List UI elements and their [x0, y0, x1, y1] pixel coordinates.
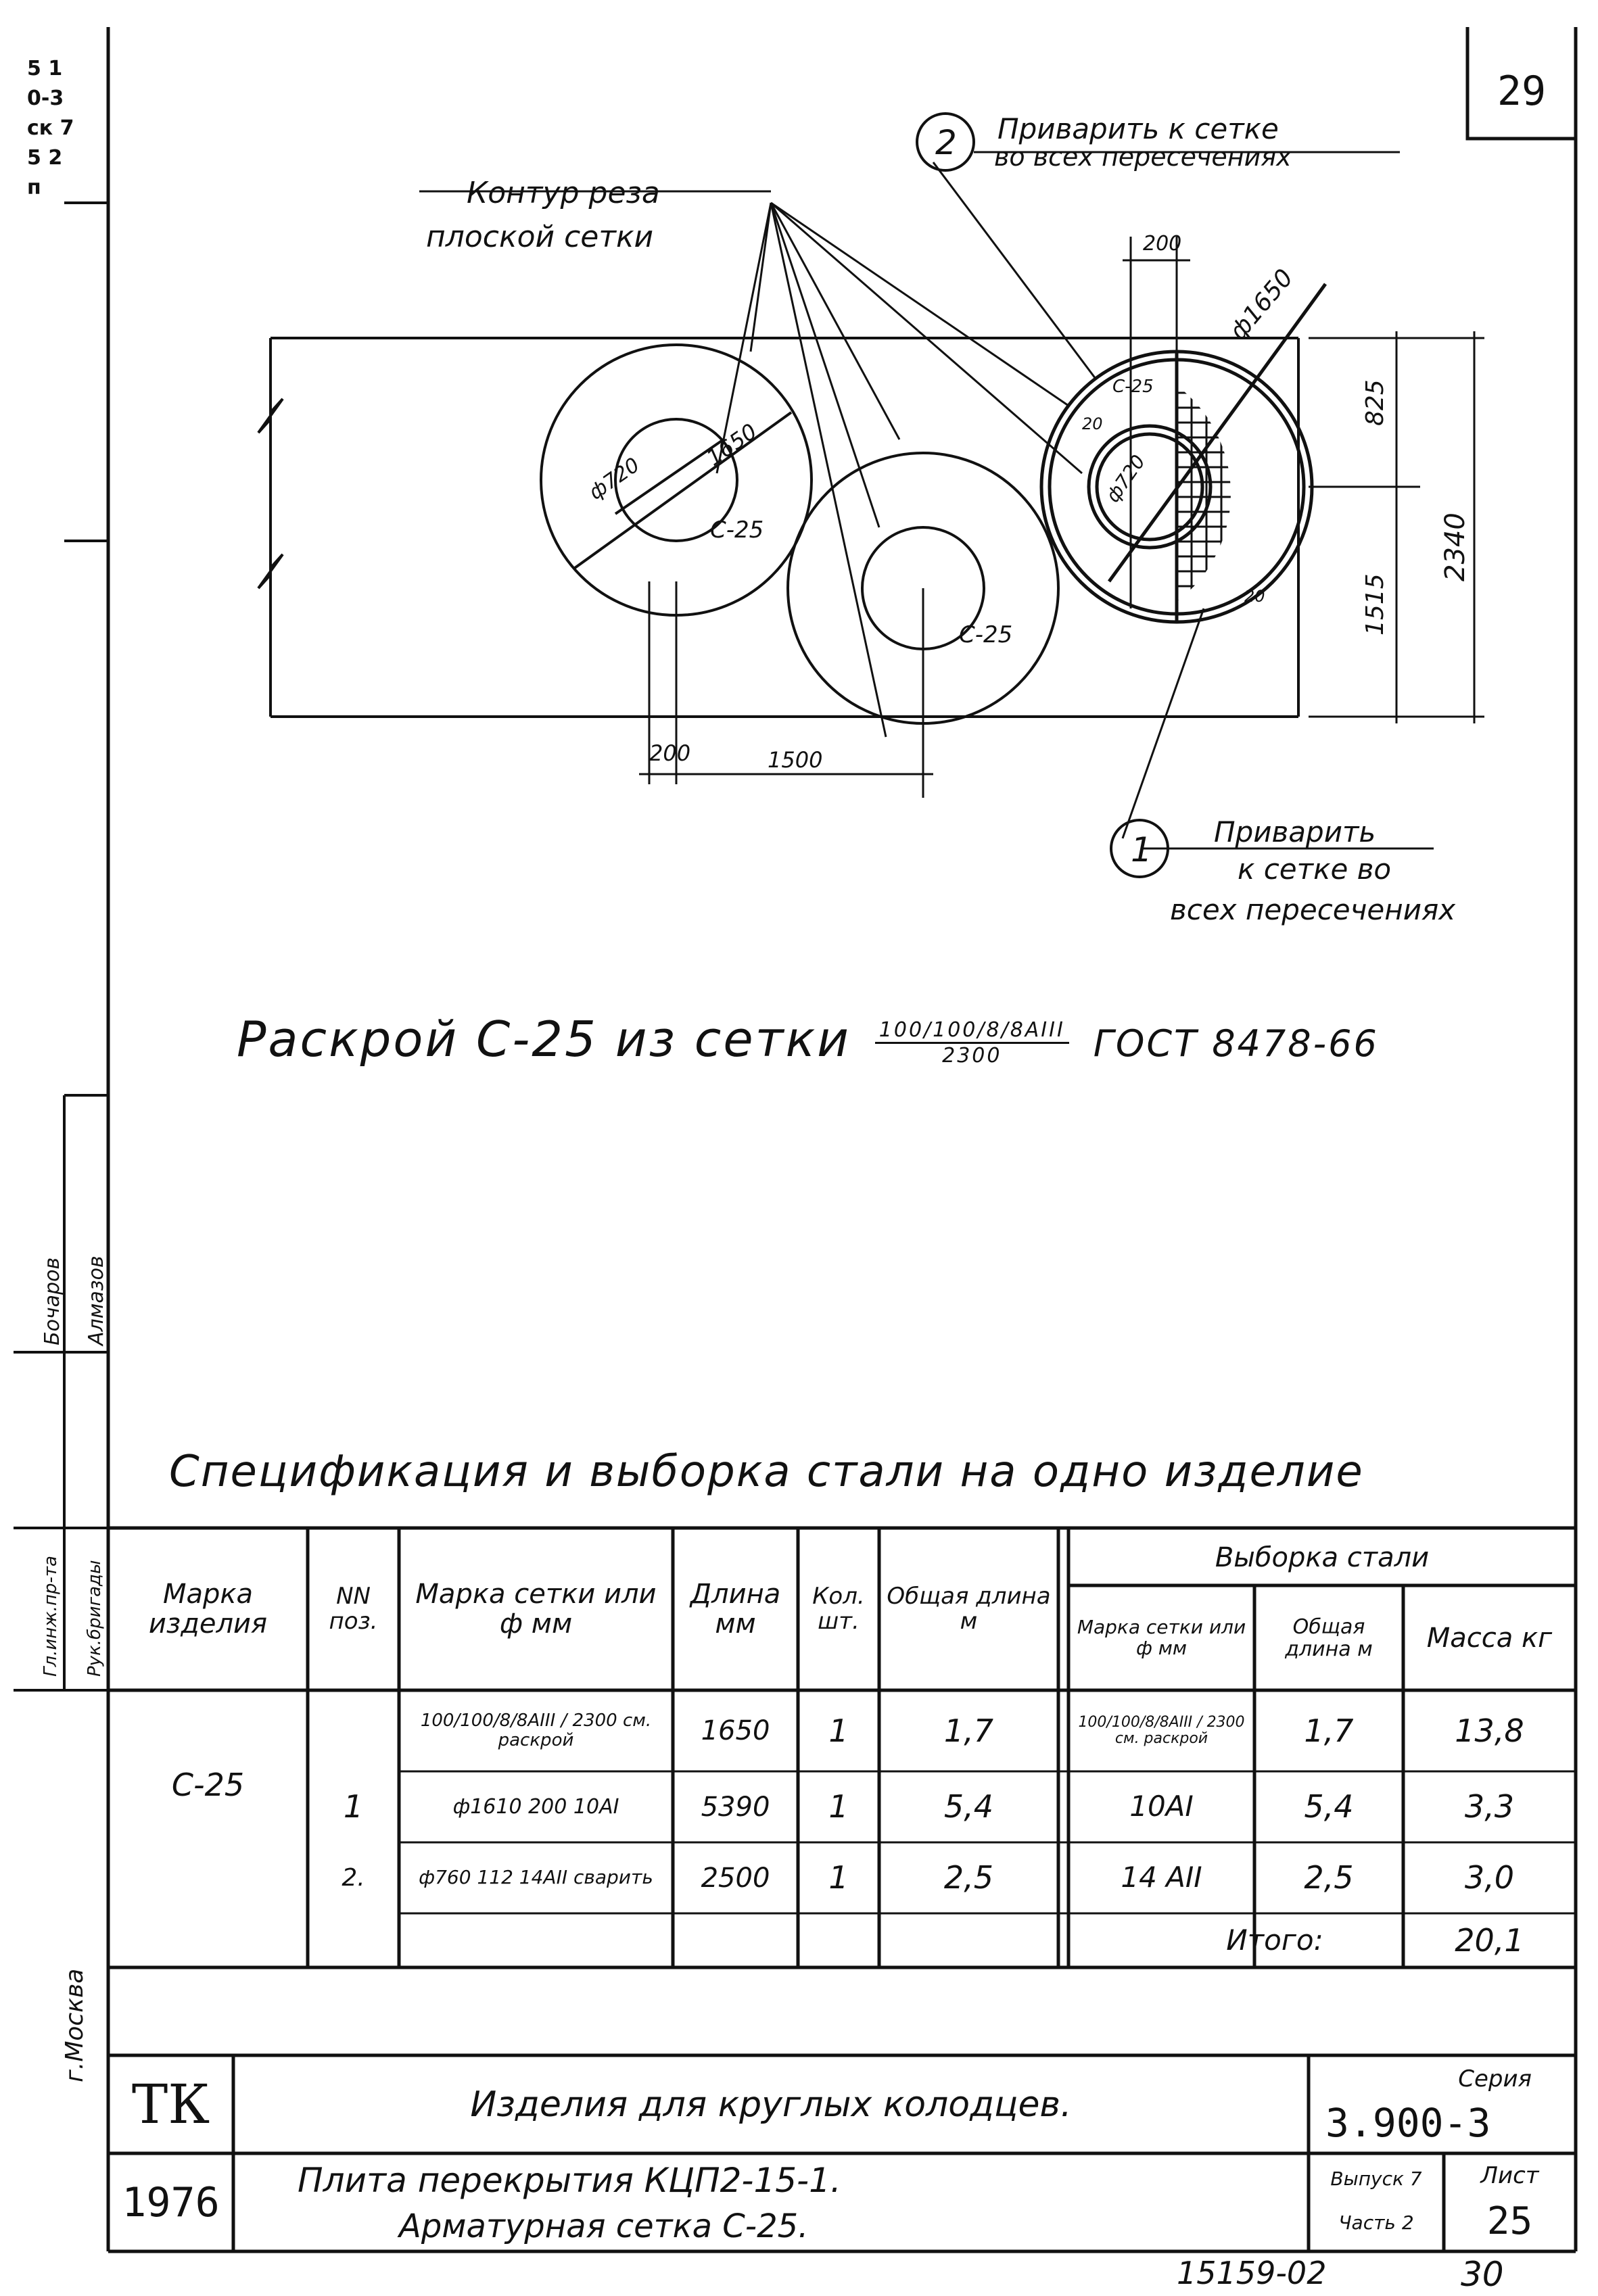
header-mark: Марка изделия	[148, 1579, 268, 1640]
side-fragment-4: 5 2	[27, 146, 63, 170]
row-2-sel-len: 5,4	[1304, 1788, 1354, 1825]
side-role-chief: Гл.инж.пр-та	[41, 1556, 61, 1677]
circle1-mark: С-25	[710, 517, 764, 544]
circle3-mark: С-25	[1112, 377, 1154, 397]
circle3-gap-20a: 20	[1082, 414, 1103, 433]
part-label: Часть 2	[1338, 2211, 1414, 2234]
circle3-inner-dim: ф720	[1101, 450, 1150, 507]
corner-number: 29	[1497, 68, 1547, 115]
header-length: Длина мм	[690, 1579, 781, 1640]
circle1-inner-dim: ф720	[584, 453, 644, 505]
side-name-bocharov: Бочаров	[41, 1257, 64, 1345]
mesh-grid	[1177, 348, 1315, 625]
label-contour-line1: Контур реза	[467, 176, 660, 210]
cut-circle-1	[541, 345, 812, 615]
header-sel-mark: Марка сетки или ф мм	[1077, 1615, 1246, 1659]
dimension-lines	[639, 237, 1484, 798]
callout-2-line1: Приварить к сетке	[997, 112, 1279, 145]
side-fragment-3: ск 7	[27, 116, 74, 140]
row-2-pos: 1	[343, 1788, 364, 1825]
bottom-page: 30	[1461, 2255, 1504, 2294]
series-label: Серия	[1458, 2065, 1532, 2092]
row-3-pos: 2.	[342, 1863, 365, 1892]
row-3-sel-len: 2,5	[1304, 1859, 1354, 1896]
side-stamp-fragments	[27, 54, 74, 203]
row-2-total: 5,4	[943, 1788, 994, 1825]
row-1-sel-len: 1,7	[1304, 1712, 1354, 1749]
sub-title-1: Плита перекрытия КЦП2-15-1.	[298, 2161, 841, 2200]
total-label: Итого:	[1226, 1923, 1323, 1957]
cut-title	[237, 1011, 1379, 1068]
side-fragment-2: 0-3	[27, 87, 64, 110]
callout-2-line2: во всех пересечениях	[994, 142, 1292, 172]
row-1-length: 1650	[701, 1715, 770, 1746]
sub-title-2: Арматурная сетка С-25.	[399, 2207, 809, 2245]
dim-1515: 1515	[1361, 573, 1389, 636]
row-3-total: 2,5	[943, 1859, 994, 1896]
row-3-net: ф760 112 14АII сварить	[419, 1866, 653, 1889]
series-value: 3.900-3	[1325, 2100, 1491, 2146]
row-2-mass: 3,3	[1464, 1788, 1515, 1825]
dim-d1650: ф1650	[1224, 264, 1299, 345]
row-1-pos	[311, 1694, 396, 1768]
row-3-sel-mark: 14 АII	[1121, 1861, 1202, 1894]
main-title: Изделия для круглых колодцев.	[470, 2084, 1072, 2125]
header-total-len: Общая длина м	[887, 1582, 1051, 1635]
issue-label: Выпуск 7	[1330, 2168, 1422, 2190]
row-1-net: 100/100/8/8АIII / 2300 см. раскрой	[420, 1711, 652, 1750]
circle1-radius-dim: 1650	[701, 418, 762, 471]
circle2-mark: С-25	[959, 621, 1013, 648]
header-net-mark: Марка сетки или ф мм	[415, 1579, 657, 1640]
cut-title-fraction	[875, 1018, 1069, 1068]
year: 1976	[122, 2178, 220, 2226]
header-selection: Выборка стали	[1215, 1542, 1430, 1573]
leader-lines	[419, 152, 1434, 848]
side-name-almazov: Алмазов	[85, 1255, 108, 1345]
callout-1-line2: к сетке во	[1238, 853, 1392, 886]
circle3-gap-20b: 20	[1244, 587, 1265, 606]
row-2-qty: 1	[828, 1788, 849, 1825]
callout-1-line3: всех пересечениях	[1170, 893, 1456, 926]
row-1-mass: 13,8	[1455, 1712, 1524, 1749]
callout-1-line1: Приварить	[1214, 815, 1376, 848]
dim-825: 825	[1361, 379, 1389, 426]
header-qty: Кол. шт.	[812, 1582, 865, 1635]
dim-200-bottom: 200	[649, 740, 691, 766]
spec-title: Спецификация и выборка стали на одно изделие	[169, 1447, 1364, 1497]
side-role-brigade: Рук.бригады	[85, 1560, 105, 1677]
dim-2340: 2340	[1440, 512, 1471, 581]
row-3-qty: 1	[828, 1859, 849, 1896]
org-code: ТК	[131, 2073, 210, 2136]
total-value: 20,1	[1455, 1921, 1524, 1959]
cut-title-frac-den: 2300	[942, 1043, 1002, 1068]
dim-1500: 1500	[768, 747, 823, 773]
cut-title-frac-num: 100/100/8/8АIII	[875, 1018, 1069, 1044]
side-city: г.Москва	[61, 1968, 89, 2082]
row-3-mass: 3,0	[1464, 1859, 1515, 1896]
row-2-net: ф1610 200 10АI	[452, 1795, 619, 1819]
header-sel-len: Общая длина м	[1285, 1615, 1373, 1661]
callout-2-number: 2	[935, 123, 957, 162]
header-mass: Масса кг	[1426, 1622, 1553, 1654]
sheet-label: Лист	[1480, 2161, 1539, 2189]
row-2-sel-mark: 10АI	[1129, 1790, 1194, 1823]
side-stamp-lines	[14, 203, 108, 1690]
cut-title-suffix: ГОСТ 8478-66	[1093, 1022, 1379, 1065]
side-fragment-1: 5 1	[27, 57, 63, 80]
bottom-code: 15159-02	[1177, 2255, 1327, 2291]
product-mark: С-25	[171, 1767, 245, 1803]
cut-title-prefix: Раскрой С-25 из сетки	[237, 1011, 851, 1068]
row-1-total: 1,7	[943, 1712, 994, 1749]
row-1-sel-mark: 100/100/8/8АIII / 2300 см. раскрой	[1078, 1713, 1245, 1747]
cut-circle-3	[1041, 284, 1325, 625]
header-pos: NN поз.	[329, 1582, 378, 1635]
callout-1-number: 1	[1131, 830, 1152, 869]
row-1-qty: 1	[828, 1712, 849, 1749]
row-2-length: 5390	[701, 1791, 770, 1823]
dim-200-top: 200	[1143, 232, 1182, 256]
side-fragment-5: п	[27, 176, 41, 199]
label-contour-line2: плоской сетки	[426, 220, 654, 254]
sheet-value: 25	[1486, 2199, 1533, 2243]
row-3-length: 2500	[701, 1862, 770, 1894]
